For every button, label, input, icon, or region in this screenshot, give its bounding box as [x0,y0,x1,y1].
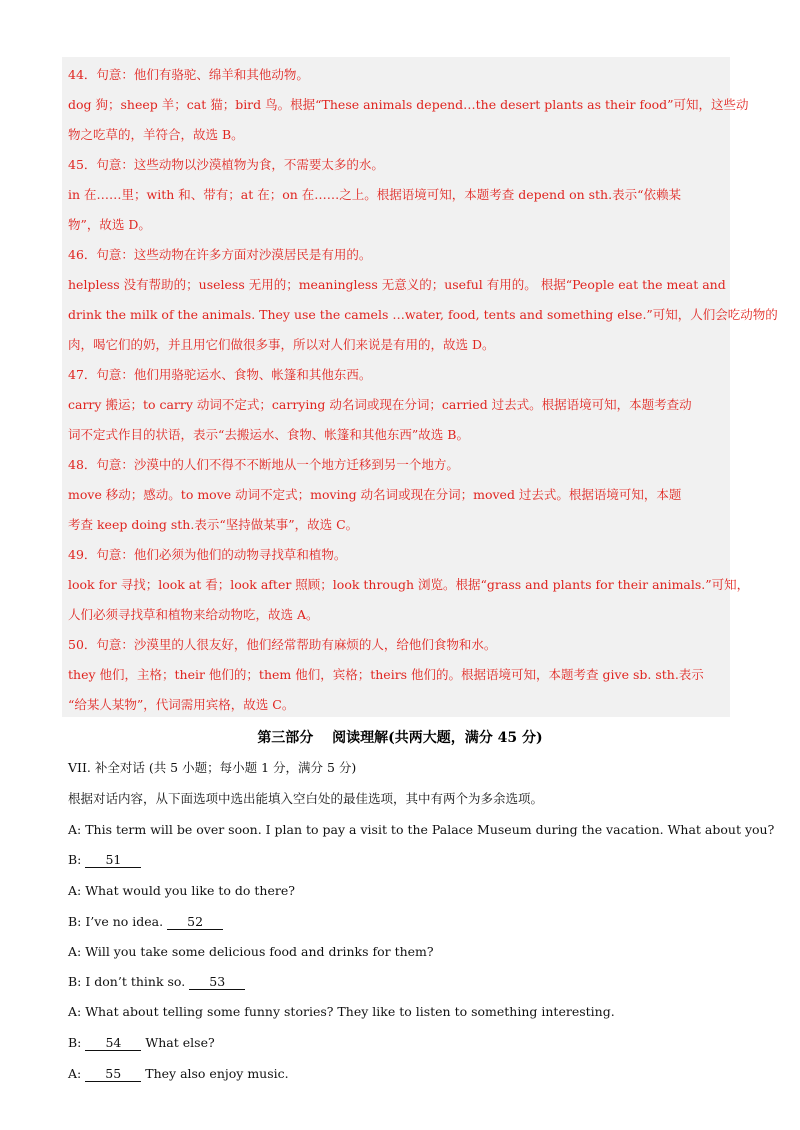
answer-line: look for 寻找；look at 看；look after 照顾；look through 浏览。根据“grass and plants for their animals.”可知， [68,577,750,592]
dialogue-line [68,883,295,899]
dialogue-line [68,822,774,838]
dialogue-line [68,1035,215,1051]
answer-line: they 他们，主格；their 他们的；them 他们，宾格；theirs 他们的。根据语境可知，本题考查 give sb. sth.表示 [68,667,704,682]
answer-line: drink the milk of the animals. They use the camels …water, food, tents and something else.”可知，人们会吃动物的 [68,307,778,322]
answer-line: 48．句意：沙漠中的人们不得不不断地从一个地方迁移到另一个地方。 [68,457,459,472]
dialogue-text: B: [68,1035,82,1050]
section-heading: VII. 补全对话 (共 5 小题；每小题 1 分，满分 5 分) [68,760,357,775]
dialogue-text: A: Will you take some delicious food and drinks for them? [68,944,434,959]
answer-line: helpless 没有帮助的；useless 无用的；meaningless 无意义的；useful 有用的。 根据“People eat the meat and [68,277,726,292]
answer-line: in 在……里；with 和、带有；at 在；on 在……之上。根据语境可知，本题考查 depend on sth.表示“依赖某 [68,187,681,202]
dialogue-line [68,914,227,930]
dialogue-line [68,1004,615,1020]
answer-line: “给某人某物”，代词需用宾格，故选 C。 [68,697,295,712]
instruction-text: 根据对话内容，从下面选项中选出能填入空白处的最佳选项，其中有两个为多余选项。 [68,791,544,806]
answer-line: 47．句意：他们用骆驼运水、食物、帐篷和其他东西。 [68,367,372,382]
answer-explanations-box [62,57,778,717]
answer-line: 46．句意：这些动物在许多方面对沙漠居民是有用的。 [68,247,372,262]
answer-line: 50．句意：沙漠里的人很友好，他们经常帮助有麻烦的人，给他们食物和水。 [68,637,497,652]
dialogue-line [68,852,145,868]
answer-blank[interactable]: 55 [85,1067,141,1082]
answer-blank[interactable]: 51 [85,853,141,868]
answer-line: carry 搬运；to carry 动词不定式；carrying 动名词或现在分词；carried 过去式。根据语境可知，本题考查动 [68,397,692,412]
answer-line: 44．句意：他们有骆驼、绵羊和其他动物。 [68,67,309,82]
answer-line: 词不定式作目的状语，表示“去搬运水、食物、帐篷和其他东西”故选 B。 [68,427,469,442]
dialogue-line [68,1066,289,1082]
dialogue-text-after: They also enjoy music. [145,1066,289,1081]
dialogue-text: B: [68,852,82,867]
dialogue-text: B: I don’t think so. [68,974,186,989]
answer-line: 45．句意：这些动物以沙漠植物为食，不需要太多的水。 [68,157,384,172]
answer-line: 肉，喝它们的奶，并且用它们做很多事，所以对人们来说是有用的，故选 D。 [68,337,495,352]
dialogue-text: A: This term will be over soon. I plan to pay a visit to the Palace Museum during the vacation. What about you? [68,822,775,837]
dialogue-text: A: What about telling some funny stories? They like to listen to something interesting. [68,1004,615,1019]
answer-line: 物”，故选 D。 [68,217,151,232]
section-title: 第三部分 阅读理解(共两大题，满分 45 分) [257,730,543,746]
answer-blank[interactable]: 53 [189,975,245,990]
dialogue-text: A: [68,1066,82,1081]
answer-line: dog 狗；sheep 羊；cat 猫；bird 鸟。根据“These animals depend…the desert plants as their food”可知，这些动 [68,97,749,112]
answer-blank[interactable]: 54 [85,1036,141,1051]
answer-line: 49．句意：他们必须为他们的动物寻找草和植物。 [68,547,347,562]
answer-line: 考查 keep doing sth.表示“坚持做某事”，故选 C。 [68,517,359,532]
dialogue-text-after: What else? [145,1035,215,1050]
dialogue-text: A: What would you like to do there? [68,883,295,898]
dialogue-line [68,974,249,990]
dialogue-line [68,944,434,960]
answer-blank[interactable]: 52 [167,915,223,930]
dialogue-text: B: I’ve no idea. [68,914,164,929]
answer-line: 人们必须寻找草和植物来给动物吃，故选 A。 [68,607,319,622]
answer-line: 物之吃草的，羊符合，故选 B。 [68,127,244,142]
answer-line: move 移动；感动。to move 动词不定式；moving 动名词或现在分词；moved 过去式。根据语境可知，本题 [68,487,682,502]
